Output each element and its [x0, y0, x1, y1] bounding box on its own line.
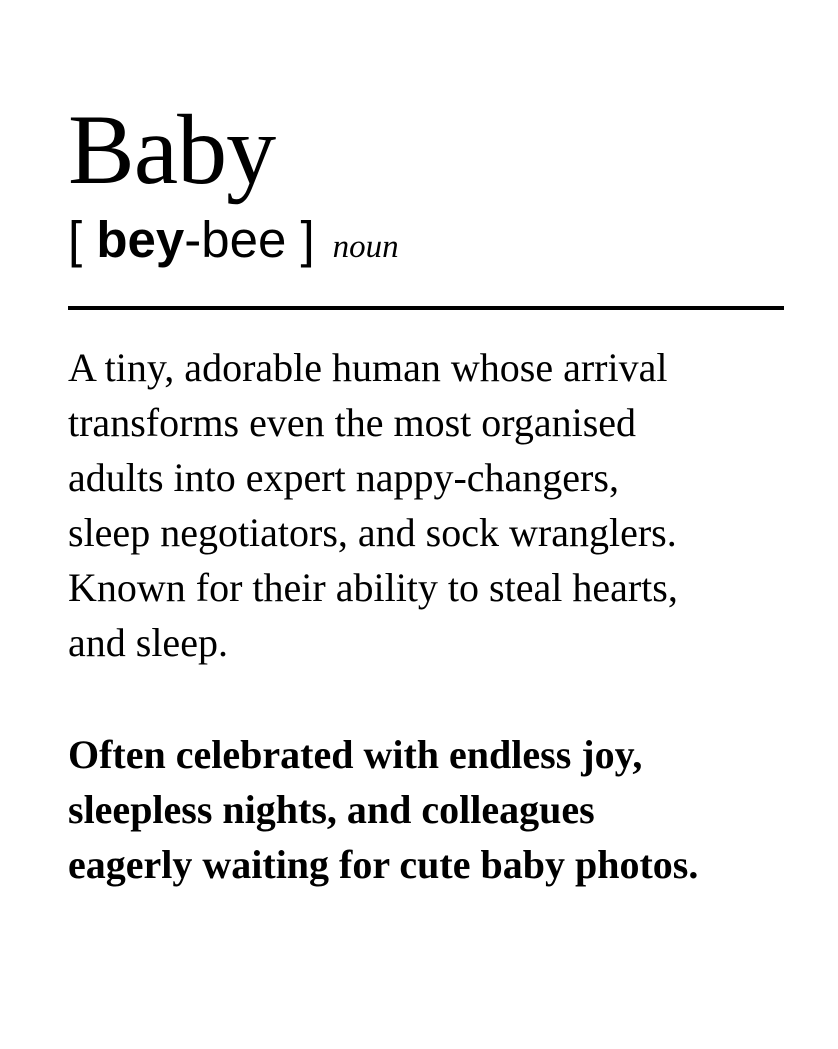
part-of-speech: noun	[332, 229, 399, 265]
definition-text: A tiny, adorable human whose arrival transforms even the most organised adults into expert nappy-changers, sleep negotiators, and sock wranglers. Known for their ability to steal hearts, and sleep.	[68, 345, 678, 665]
pronunciation-row	[68, 211, 399, 280]
usage-note: Often celebrated with endless joy, sleepless nights, and colleagues eagerly waiting for cute baby photos.	[68, 732, 699, 887]
divider-rule	[68, 306, 784, 310]
pronunciation	[68, 211, 315, 268]
pronunciation-stressed-syllable: bey	[96, 211, 185, 268]
headword: Baby	[68, 94, 276, 205]
pronunciation-open-bracket: [	[68, 211, 97, 268]
pronunciation-rest: -bee ]	[184, 211, 315, 268]
